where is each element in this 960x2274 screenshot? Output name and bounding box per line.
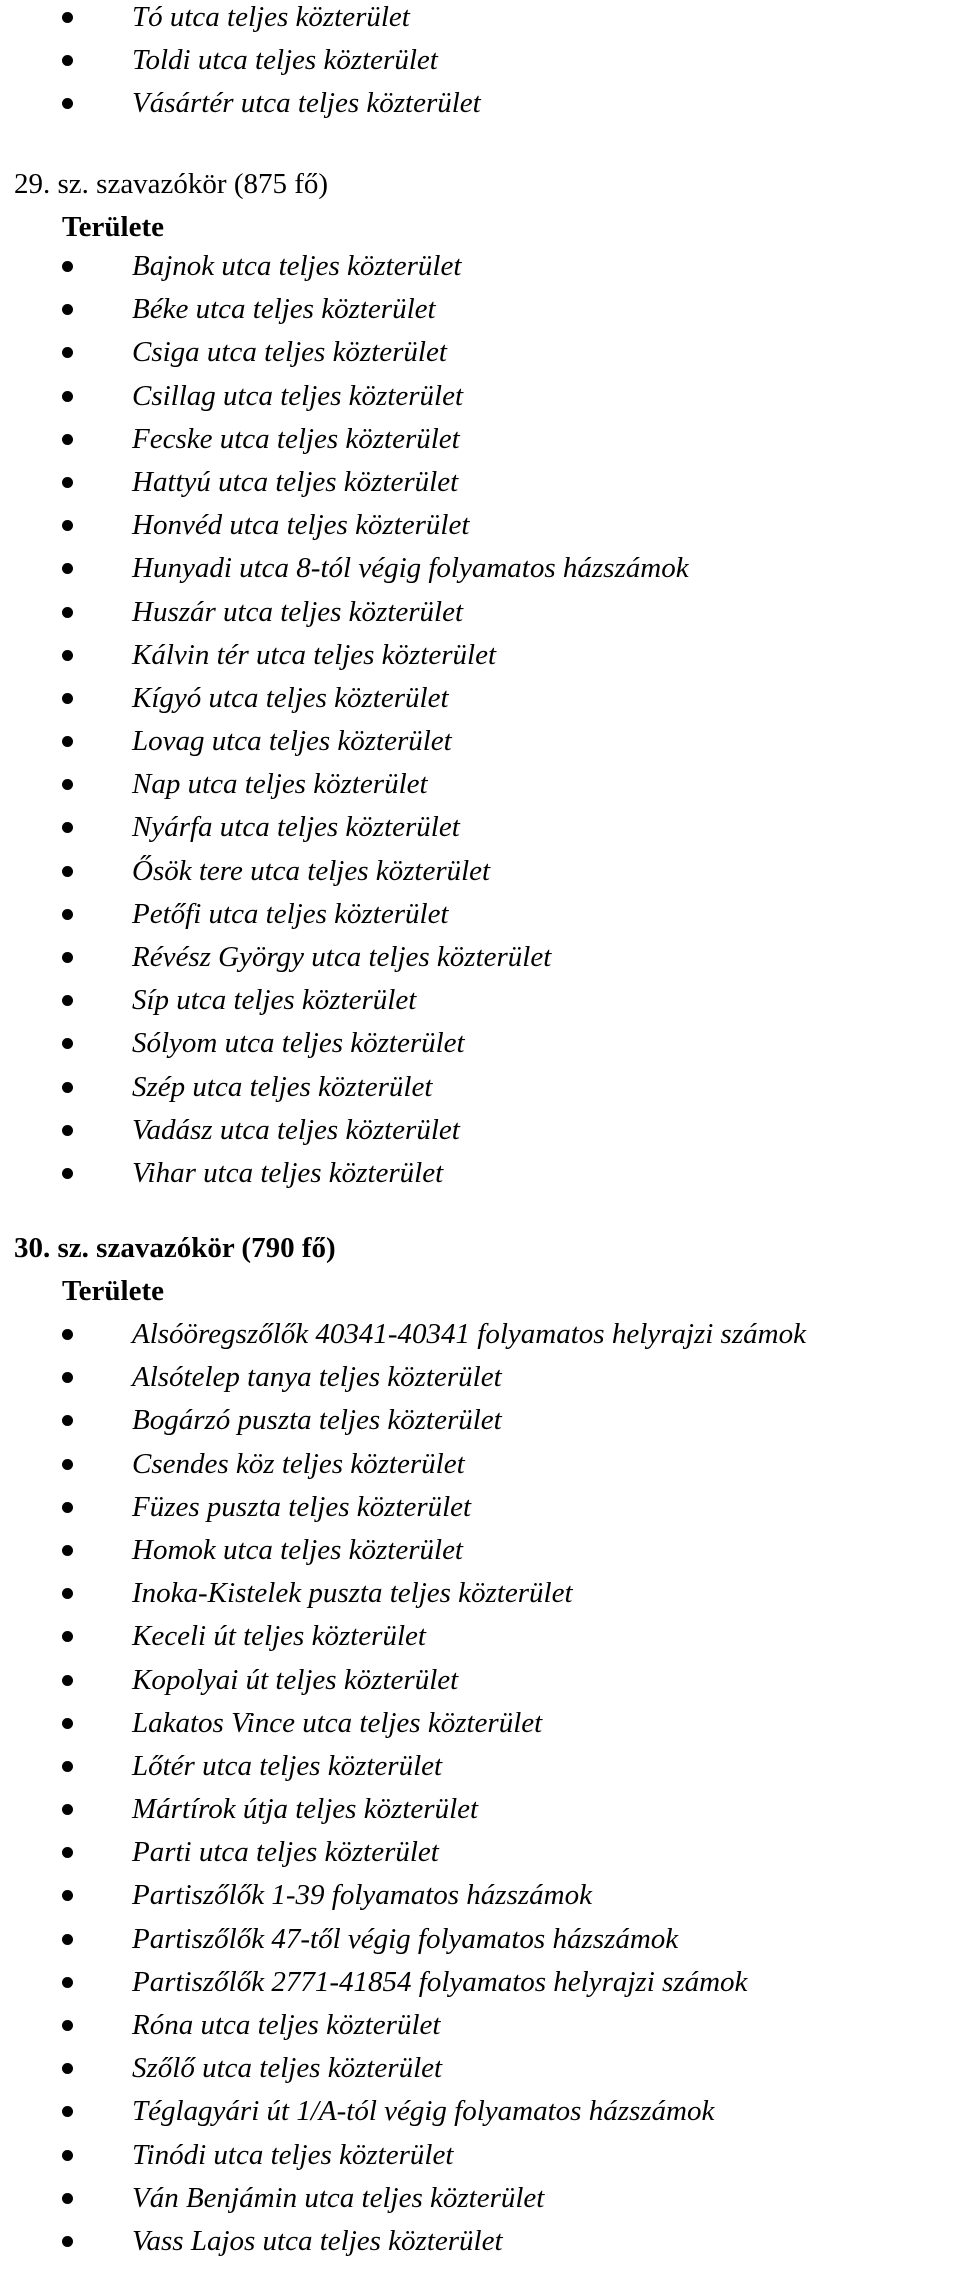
bullet-icon	[62, 347, 73, 358]
bullet-icon	[62, 1168, 73, 1179]
list-item-text: Petőfi utca teljes közterület	[132, 897, 449, 930]
list-item-text: Bogárzó puszta teljes közterület	[132, 1404, 502, 1437]
list-item	[0, 1831, 960, 1874]
district-30-heading-text: szavazókör (790 fő)	[88, 1232, 336, 1264]
list-item	[0, 0, 960, 39]
list-item-text: Téglagyári út 1/A-tól végig folyamatos házszámok	[132, 2095, 715, 2128]
list-item-text: Partiszőlők 1-39 folyamatos házszámok	[132, 1879, 592, 1912]
list-item	[0, 1152, 960, 1195]
bullet-icon	[62, 1588, 73, 1599]
bullet-icon	[62, 55, 73, 66]
list-item	[0, 1443, 960, 1486]
list-item	[0, 547, 960, 590]
bullet-icon	[62, 2106, 73, 2117]
list-item	[0, 1313, 960, 1356]
list-item	[0, 1356, 960, 1399]
district-30-subheading: Területe	[62, 1275, 165, 1307]
bullet-icon	[62, 1082, 73, 1093]
bullet-icon	[62, 2236, 73, 2247]
list-item-text: Huszár utca teljes közterület	[132, 595, 464, 628]
list-item	[0, 1399, 960, 1442]
list-item	[0, 1022, 960, 1065]
district-29-subheading: Területe	[62, 211, 165, 243]
list-item	[0, 806, 960, 849]
list-item-text: Lakatos Vince utca teljes közterület	[132, 1706, 543, 1739]
list-item-text: Szőlő utca teljes közterület	[132, 2052, 443, 2085]
list-item-text: Alsóöregszőlők 40341-40341 folyamatos helyrajzi számok	[132, 1318, 806, 1350]
list-item-text: Füzes puszta teljes közterület	[132, 1490, 472, 1523]
list-item-text: Inoka-Kistelek puszta teljes közterület	[132, 1577, 573, 1610]
list-item	[0, 82, 960, 125]
bullet-icon	[62, 736, 73, 747]
list-item	[0, 634, 960, 677]
list-item	[0, 936, 960, 979]
bullet-icon	[62, 866, 73, 877]
list-item	[0, 763, 960, 806]
bullet-icon	[62, 434, 73, 445]
list-item	[0, 2177, 960, 2220]
list-item-text: Csiga utca teljes közterület	[132, 336, 447, 369]
list-item-text: Parti utca teljes közterület	[132, 1836, 439, 1869]
list-item	[0, 418, 960, 461]
list-item-text: Béke utca teljes közterület	[132, 293, 436, 326]
bullet-icon	[62, 2150, 73, 2161]
list-item-text: Alsótelep tanya teljes közterület	[132, 1361, 502, 1394]
list-item	[0, 1874, 960, 1917]
list-item	[0, 504, 960, 547]
district-30-heading	[14, 1227, 336, 1270]
list-item-text: Ván Benjámin utca teljes közterület	[132, 2181, 545, 2214]
list-item	[0, 1486, 960, 1529]
list-item-text: Vadász utca teljes közterület	[132, 1113, 460, 1146]
list-item-text: Partiszőlők 47-től végig folyamatos házszámok	[132, 1922, 679, 1955]
list-item-text: Sólyom utca teljes közterület	[132, 1027, 465, 1060]
list-item	[0, 591, 960, 634]
list-item-text: Kálvin tér utca teljes közterület	[132, 638, 497, 671]
bullet-icon	[62, 650, 73, 661]
list-item-text: Nyárfa utca teljes közterület	[132, 811, 460, 844]
district-29-heading: 29. sz. szavazókör (875 fő)	[14, 168, 329, 200]
list-item-text: Lovag utca teljes közterület	[132, 725, 452, 758]
bullet-icon	[62, 98, 73, 109]
list-item	[0, 979, 960, 1022]
bullet-icon	[62, 1415, 73, 1426]
bullet-icon	[62, 1329, 73, 1340]
list-item-text: Keceli út teljes közterület	[132, 1620, 426, 1653]
list-item	[0, 1788, 960, 1831]
list-item	[0, 677, 960, 720]
list-item-text: Homok utca teljes közterület	[132, 1533, 463, 1566]
list-item	[0, 1615, 960, 1658]
bullet-icon	[62, 1761, 73, 1772]
bullet-icon	[62, 995, 73, 1006]
list-item-text: Révész György utca teljes közterület	[132, 941, 552, 973]
bullet-icon	[62, 1502, 73, 1513]
bullet-icon	[62, 909, 73, 920]
bullet-icon	[62, 1125, 73, 1136]
list-item-text: Tinódi utca teljes közterület	[132, 2138, 454, 2171]
list-item	[0, 1572, 960, 1615]
list-item	[0, 2134, 960, 2177]
list-item-text: Mártírok útja teljes közterület	[132, 1793, 479, 1826]
list-item	[0, 1066, 960, 1109]
bullet-icon	[62, 261, 73, 272]
list-item	[0, 893, 960, 936]
list-item-text: Róna utca teljes közterület	[132, 2009, 441, 2041]
bullet-icon	[62, 1718, 73, 1729]
bullet-icon	[62, 1934, 73, 1945]
list-item	[0, 1109, 960, 1152]
bullet-icon	[62, 1804, 73, 1815]
bullet-icon	[62, 304, 73, 315]
list-item-text: Vihar utca teljes közterület	[132, 1156, 444, 1189]
bullet-icon	[62, 1675, 73, 1686]
list-item	[0, 245, 960, 288]
list-item	[0, 375, 960, 418]
list-item	[0, 2090, 960, 2133]
list-item-text: Kígyó utca teljes közterület	[132, 681, 449, 714]
list-item	[0, 1659, 960, 1702]
bullet-icon	[62, 2193, 73, 2204]
bullet-icon	[62, 822, 73, 833]
list-item	[0, 2220, 960, 2263]
bullet-icon	[62, 1459, 73, 1470]
list-item-text: Síp utca teljes közterület	[132, 984, 417, 1017]
bullet-icon	[62, 693, 73, 704]
district-30-heading-number: 30. sz.	[14, 1232, 89, 1264]
list-item-text: Vass Lajos utca teljes közterület	[132, 2224, 503, 2257]
bullet-icon	[62, 1038, 73, 1049]
bullet-icon	[62, 952, 73, 963]
list-item	[0, 1918, 960, 1961]
bullet-icon	[62, 1631, 73, 1642]
list-item	[0, 850, 960, 893]
list-item-text: Nap utca teljes közterület	[132, 768, 428, 801]
list-item-text: Hunyadi utca 8-tól végig folyamatos házszámok	[132, 552, 689, 585]
bullet-icon	[62, 1545, 73, 1556]
district-29-street-list	[0, 245, 960, 1195]
list-item-text: Lőtér utca teljes közterület	[132, 1749, 443, 1782]
list-item	[0, 1529, 960, 1572]
list-item	[0, 39, 960, 82]
bullet-icon	[62, 391, 73, 402]
list-item-text: Kopolyai út teljes közterület	[132, 1663, 459, 1696]
bullet-icon	[62, 563, 73, 574]
bullet-icon	[62, 1977, 73, 1988]
list-item-text: Toldi utca teljes közterület	[132, 44, 438, 77]
bullet-icon	[62, 12, 73, 23]
list-item-text: Vásártér utca teljes közterület	[132, 87, 481, 120]
bullet-icon	[62, 520, 73, 531]
list-item	[0, 1961, 960, 2004]
bullet-icon	[62, 477, 73, 488]
list-item-text: Partiszőlők 2771-41854 folyamatos helyrajzi számok	[132, 1965, 748, 1998]
list-item	[0, 288, 960, 331]
list-item-text: Tó utca teljes közterület	[132, 1, 410, 33]
list-item-text: Bajnok utca teljes közterület	[132, 250, 462, 282]
bullet-icon	[62, 1372, 73, 1383]
list-item	[0, 720, 960, 763]
bullet-icon	[62, 1890, 73, 1901]
list-item-text: Csendes köz teljes közterület	[132, 1447, 465, 1480]
district-30-street-list	[0, 1313, 960, 2263]
top-street-list	[0, 0, 960, 126]
list-item-text: Hattyú utca teljes közterület	[132, 465, 459, 498]
list-item	[0, 1745, 960, 1788]
list-item-text: Fecske utca teljes közterület	[132, 422, 460, 455]
bullet-icon	[62, 607, 73, 618]
bullet-icon	[62, 1847, 73, 1858]
bullet-icon	[62, 2063, 73, 2074]
bullet-icon	[62, 2020, 73, 2031]
list-item-text: Csillag utca teljes közterület	[132, 379, 464, 412]
list-item	[0, 2004, 960, 2047]
list-item-text: Honvéd utca teljes közterület	[132, 509, 470, 542]
list-item	[0, 2047, 960, 2090]
list-item	[0, 331, 960, 374]
list-item-text: Ősök tere utca teljes közterület	[132, 854, 491, 887]
list-item	[0, 461, 960, 504]
bullet-icon	[62, 779, 73, 790]
list-item	[0, 1702, 960, 1745]
list-item-text: Szép utca teljes közterület	[132, 1070, 433, 1103]
